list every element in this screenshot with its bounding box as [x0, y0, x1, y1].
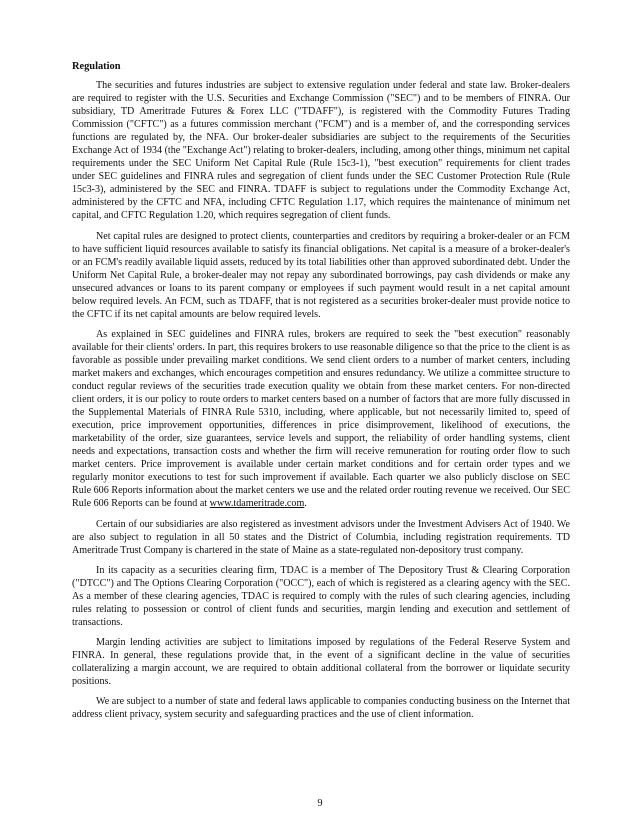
paragraph-best-execution	[72, 328, 570, 511]
paragraph-net-capital: Net capital rules are designed to protect clients, counterparties and creditors by requiring a broker-dealer or an FCM to have sufficient liquid resources available to satisfy its financial obligations. Net capital is a measure of a broker-dealer's or an FCM's readily available liquid assets, reduced by its total liabilities other than approved subordinated debt. Under the Uniform Net Capital Rule, a broker-dealer may not repay any subordinated borrowings, pay cash dividends or make any unsecured advances or loans to its parent company or employees if such payment would result in a net capital amount below required levels. An FCM, such as TDAFF, that is not registered as a securities broker-dealer must provide notice to the CFTC if its net capital amounts are below required levels.	[72, 230, 570, 320]
link-period: .	[304, 498, 307, 510]
section-heading: Regulation	[72, 61, 121, 72]
paragraph-internet-laws: We are subject to a number of state and federal laws applicable to companies conducting business on the Internet that address client privacy, system security and safeguarding practices and the use of client information.	[72, 696, 570, 721]
paragraph-regulation-overview: The securities and futures industries are subject to extensive regulation under federal and state law. Broker-dealers are required to register with the U.S. Securities and Exchange Commission ("SEC") and to be members of FINRA. Our subsidiary, TD Ameritrade Futures & Forex LLC ("TDAFF"), is registered with the Commodity Futures Trading Commission ("CFTC") as a futures commission merchant ("FCM") and is a member of, and the corresponding services functions are regulated by, the NFA. Our broker-dealer subsidiaries are subject to the requirements of the Securities Exchange Act of 1934 (the "Exchange Act") relating to broker-dealers, including, among other things, minimum net capital requirements under the SEC Uniform Net Capital Rule (Rule 15c3-1), "best execution" requirements for client trades under SEC guidelines and FINRA rules and segregation of client funds under the SEC Customer Protection Rule (Rule 15c3-3), administered by the SEC and FINRA. TDAFF is subject to regulations under the Commodity Exchange Act, administered by the CFTC and NFA, including CFTC Regulation 1.17, which requires the maintenance of minimum net capital, and CFTC Regulation 1.20, which requires segregation of client funds.	[72, 80, 570, 222]
paragraph-best-execution-text: As explained in SEC guidelines and FINRA rules, brokers are required to seek the "best execution" reasonably available for their clients' orders. In part, this requires brokers to use reasonable diligence so that the price to the client is as favorable as possible under prevailing market conditions. We send client orders to a number of market centers, including market makers and exchanges, which encourages competition and ensures redundancy. We utilize a committee structure to conduct regular reviews of the securities trade execution quality we obtain from these market centers. For non-directed client orders, it is our policy to route orders to market centers based on a number of factors that are more fully discussed in the Supplemental Materials of FINRA Rule 5310, including, where applicable, but not necessarily limited to, speed of execution, price improvement opportunities, differences in price disimprovement, likelihood of executions, the marketability of the order, size guarantees, service levels and support, the reliability of order handling systems, client needs and expectations, transaction costs and whether the firm will receive remuneration for routing order flow to such market centers. Price improvement is available under certain market conditions and for certain order types and we regularly monitor executions to test for such improvement if available. Each quarter we also publicly disclose on SEC Rule 606 Reports information about the market centers we use and the related order routing revenue we received. Our SEC Rule 606 Reports can be found at	[72, 328, 570, 510]
tdameritrade-link[interactable]: www.tdameritrade.com	[209, 498, 305, 510]
page-number: 9	[317, 798, 323, 809]
document-page	[72, 60, 570, 728]
paragraph-investment-advisors: Certain of our subsidiaries are also registered as investment advisors under the Investment Advisers Act of 1940. We are also subject to regulation in all 50 states and the District of Columbia, including registration requirements. TD Ameritrade Trust Company is chartered in the state of Maine as a state-regulated non-depository trust company.	[72, 518, 570, 556]
paragraph-clearing-firm: In its capacity as a securities clearing firm, TDAC is a member of The Depository Trust & Clearing Corporation ("DTCC") and The Options Clearing Corporation ("OCC"), each of which is registered as a clearing agency with the SEC. As a member of these clearing agencies, TDAC is required to comply with the rules of such clearing agencies, including rules relating to possession or control of client funds and securities, margin lending and execution and settlement of transactions.	[72, 564, 570, 628]
paragraph-margin-lending: Margin lending activities are subject to limitations imposed by regulations of the Federal Reserve System and FINRA. In general, these regulations provide that, in the event of a significant decline in the value of securities collateralizing a margin account, we are required to obtain additional collateral from the borrower or liquidate security positions.	[72, 636, 570, 688]
